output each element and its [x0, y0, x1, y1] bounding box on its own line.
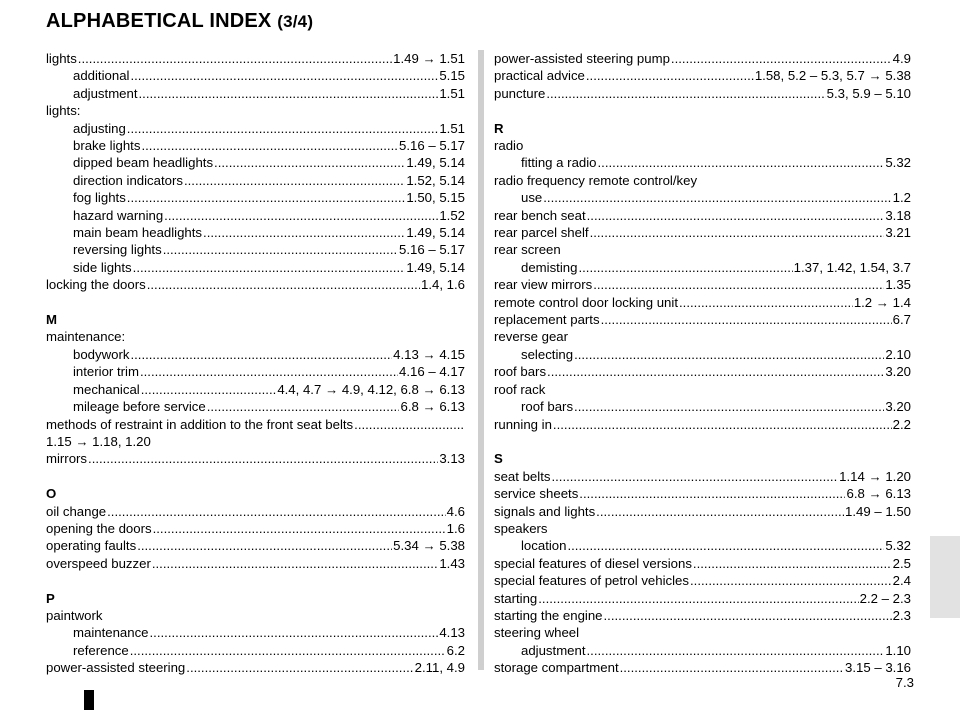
index-heading: radio	[494, 138, 524, 154]
index-page-refs: 6.8 → 6.13	[846, 486, 911, 502]
index-page-refs: 5.16 – 5.17	[399, 138, 465, 154]
dot-leader	[690, 572, 892, 589]
dot-leader	[127, 189, 406, 206]
page-title-part: (3/4)	[277, 12, 314, 31]
index-page-refs: 1.51	[439, 120, 465, 136]
index-page-refs: 1.4, 1.6	[421, 277, 465, 293]
index-term: fog lights	[73, 190, 126, 206]
index-subentry	[46, 241, 465, 258]
index-term: maintenance	[73, 625, 149, 641]
dot-leader	[567, 537, 884, 554]
index-subentry	[46, 154, 465, 171]
index-term: hazard warning	[73, 207, 164, 223]
index-page-refs: 1.10	[885, 642, 911, 658]
index-term: running in	[494, 416, 552, 432]
dot-leader	[163, 241, 398, 258]
dot-leader	[574, 398, 884, 415]
index-page-refs: 3.13	[439, 451, 465, 467]
index-page-refs: 3.21	[885, 225, 911, 241]
dot-leader	[579, 485, 845, 502]
index-subentry	[494, 398, 911, 415]
index-term: overspeed buzzer	[46, 555, 151, 571]
page-title	[46, 10, 313, 33]
index-page-refs: 2.10	[885, 346, 911, 362]
index-page-refs: 1.52	[439, 207, 465, 223]
dot-leader	[139, 85, 439, 102]
dot-leader	[127, 120, 439, 137]
index-entry	[494, 50, 911, 67]
index-entry	[494, 485, 911, 502]
index-page-refs: 3.18	[885, 207, 911, 223]
index-term: methods of restraint in addition to the front seat belts	[46, 416, 354, 432]
index-column-right	[494, 50, 911, 677]
index-entry	[46, 276, 465, 293]
index-page-refs: 1.35	[885, 277, 911, 293]
index-heading: paintwork	[46, 607, 103, 623]
index-entry	[494, 67, 911, 84]
index-entry	[494, 572, 911, 589]
index-heading: lights:	[46, 103, 81, 119]
index-term: selecting	[521, 346, 574, 362]
index-page-refs: 1.52, 5.14	[406, 172, 465, 188]
dot-leader	[152, 555, 438, 572]
index-entry	[494, 85, 911, 102]
index-entry	[46, 416, 465, 433]
index-term: additional	[73, 68, 130, 84]
dot-leader	[593, 276, 884, 293]
index-page-refs: 1.37, 1.42, 1.54, 3.7	[793, 259, 911, 275]
index-term: starting	[494, 590, 538, 606]
dot-leader	[671, 50, 892, 67]
index-entry	[46, 555, 465, 572]
index-entry	[46, 520, 465, 537]
dot-leader	[214, 154, 405, 171]
column-divider	[478, 50, 484, 670]
index-page-refs: 1.49, 5.14	[406, 259, 465, 275]
index-term: use	[521, 190, 543, 206]
dot-leader	[141, 137, 398, 154]
index-column-left	[46, 50, 465, 677]
dot-leader	[543, 189, 891, 206]
index-page-refs: 2.2	[892, 416, 911, 432]
index-letter-heading: S	[494, 451, 503, 467]
index-entry	[494, 294, 911, 311]
index-subentry	[46, 67, 465, 84]
index-term: starting the engine	[494, 607, 603, 623]
index-page-refs: 4.4, 4.7 → 4.9, 4.12, 6.8 → 6.13	[277, 381, 465, 397]
index-entry	[494, 468, 911, 485]
index-subentry	[494, 189, 911, 206]
index-term: replacement parts	[494, 312, 600, 328]
index-subentry	[46, 363, 465, 380]
dot-leader	[137, 537, 392, 554]
index-term: adjustment	[73, 85, 138, 101]
index-term: oil change	[46, 503, 107, 519]
dot-leader	[587, 207, 885, 224]
dot-leader	[538, 590, 858, 607]
index-entry	[46, 659, 465, 676]
dot-leader	[107, 503, 446, 520]
index-term: adjustment	[521, 642, 586, 658]
index-subentry	[46, 642, 465, 659]
index-heading: 1.15 → 1.18, 1.20	[46, 433, 151, 449]
index-term: reversing lights	[73, 242, 162, 258]
index-term: remote control door locking unit	[494, 294, 678, 310]
dot-leader	[203, 224, 405, 241]
dot-leader	[141, 381, 277, 398]
index-page-refs: 4.16 – 4.17	[399, 364, 465, 380]
index-entry	[46, 503, 465, 520]
index-letter-heading: P	[46, 590, 55, 606]
index-page-refs: 2.2 – 2.3	[859, 590, 911, 606]
index-entry	[494, 607, 911, 624]
index-entry	[494, 276, 911, 293]
dot-leader	[354, 416, 464, 433]
index-subentry	[46, 259, 465, 276]
dot-leader	[590, 224, 885, 241]
index-term: locking the doors	[46, 277, 146, 293]
dot-leader	[553, 416, 892, 433]
index-subentry	[46, 207, 465, 224]
index-subentry	[494, 259, 911, 276]
index-page-refs: 1.51	[439, 85, 465, 101]
index-page-refs: 1.6	[446, 520, 465, 536]
index-page-refs: 3.15 – 3.16	[845, 660, 911, 676]
index-term: rear view mirrors	[494, 277, 593, 293]
index-term: service sheets	[494, 486, 579, 502]
dot-leader	[130, 346, 392, 363]
index-heading: steering wheel	[494, 625, 580, 641]
dot-leader	[601, 311, 892, 328]
index-page-refs: 1.49, 5.14	[406, 225, 465, 241]
index-letter-heading: M	[46, 312, 57, 328]
index-subentry	[46, 224, 465, 241]
index-term: roof bars	[521, 399, 574, 415]
chapter-side-tab	[930, 536, 960, 618]
index-subentry	[46, 624, 465, 641]
dot-leader	[164, 207, 438, 224]
index-entry	[494, 224, 911, 241]
index-heading: maintenance:	[46, 329, 126, 345]
index-page-refs: 4.9	[892, 51, 911, 66]
index-page-refs: 1.58, 5.2 – 5.3, 5.7 → 5.38	[754, 68, 911, 84]
dot-leader	[693, 555, 892, 572]
index-term: opening the doors	[46, 520, 152, 536]
index-term: special features of diesel versions	[494, 555, 692, 571]
index-heading: reverse gear	[494, 329, 569, 345]
dot-leader	[150, 624, 439, 641]
index-page-refs: 2.11, 4.9	[414, 660, 465, 676]
index-term: side lights	[73, 259, 132, 275]
index-term: roof bars	[494, 364, 547, 380]
index-term: puncture	[494, 85, 546, 101]
index-page-refs: 4.6	[446, 503, 465, 519]
dot-leader	[604, 607, 892, 624]
page-title-text: ALPHABETICAL INDEX	[46, 10, 272, 32]
index-page-refs: 5.32	[885, 155, 911, 171]
index-entry	[494, 363, 911, 380]
index-term: location	[521, 538, 567, 554]
dot-leader	[186, 659, 413, 676]
index-entry	[46, 537, 465, 554]
index-page-refs: 4.13	[439, 625, 465, 641]
index-entry	[494, 416, 911, 433]
index-letter-heading: R	[494, 120, 504, 136]
index-page-refs: 5.34 → 5.38	[393, 538, 465, 554]
index-subentry	[46, 189, 465, 206]
index-term: practical advice	[494, 68, 585, 84]
index-page-refs: 1.14 → 1.20	[839, 468, 911, 484]
index-page-refs: 3.20	[885, 364, 911, 380]
dot-leader	[679, 294, 853, 311]
index-term: seat belts	[494, 468, 551, 484]
index-heading: rear screen	[494, 242, 561, 258]
index-letter-heading: O	[46, 486, 57, 502]
index-subentry	[46, 381, 465, 398]
page-number: 7.3	[895, 675, 914, 690]
dot-leader	[147, 276, 420, 293]
index-term: bodywork	[73, 346, 130, 362]
index-page-refs: 1.43	[439, 555, 465, 571]
dot-leader	[596, 503, 844, 520]
index-page-refs: 1.2	[892, 190, 911, 206]
index-term: power-assisted steering pump	[494, 51, 670, 66]
index-page-refs: 5.32	[885, 538, 911, 554]
index-heading: roof rack	[494, 381, 546, 397]
index-term: interior trim	[73, 364, 139, 380]
index-term: mileage before service	[73, 399, 206, 415]
index-term: main beam headlights	[73, 225, 203, 241]
index-subentry	[46, 137, 465, 154]
index-term: reference	[73, 642, 129, 658]
index-subentry	[494, 346, 911, 363]
index-term: signals and lights	[494, 503, 596, 519]
index-page-refs: 1.2 → 1.4	[853, 294, 911, 310]
index-page-refs: 2.5	[892, 555, 911, 571]
index-page-refs: 5.3, 5.9 – 5.10	[826, 85, 911, 101]
index-page-refs: 6.7	[892, 312, 911, 328]
dot-leader	[620, 659, 844, 676]
index-subentry	[46, 346, 465, 363]
index-term: power-assisted steering	[46, 660, 186, 676]
index-page-refs: 4.13 → 4.15	[393, 346, 465, 362]
index-term: mechanical	[73, 381, 140, 397]
dot-leader	[598, 154, 885, 171]
dot-leader	[547, 363, 884, 380]
index-entry	[46, 450, 465, 467]
dot-leader	[130, 642, 446, 659]
index-term: fitting a radio	[521, 155, 597, 171]
dot-leader	[551, 468, 838, 485]
index-subentry	[46, 172, 465, 189]
index-page-refs: 1.50, 5.15	[406, 190, 465, 206]
index-page-refs: 2.3	[892, 607, 911, 623]
index-term: storage compartment	[494, 660, 619, 676]
index-subentry	[46, 398, 465, 415]
index-term: direction indicators	[73, 172, 183, 188]
index-term: special features of petrol vehicles	[494, 573, 689, 589]
index-heading: speakers	[494, 520, 548, 536]
index-term: demisting	[521, 259, 578, 275]
index-entry	[494, 311, 911, 328]
dot-leader	[586, 67, 754, 84]
index-entry	[494, 590, 911, 607]
index-term: dipped beam headlights	[73, 155, 214, 171]
dot-leader	[587, 642, 885, 659]
index-entry	[494, 659, 911, 676]
index-term: rear bench seat	[494, 207, 586, 223]
index-term: lights	[46, 51, 77, 66]
corner-mark	[84, 690, 94, 710]
index-subentry	[494, 154, 911, 171]
index-page-refs: 1.49, 5.14	[406, 155, 465, 171]
index-heading: radio frequency remote control/key	[494, 172, 698, 188]
dot-leader	[88, 450, 438, 467]
index-term: brake lights	[73, 138, 141, 154]
index-page-refs: 5.15	[439, 68, 465, 84]
dot-leader	[78, 50, 392, 67]
index-subentry	[494, 642, 911, 659]
index-page-refs: 3.20	[885, 399, 911, 415]
dot-leader	[153, 520, 446, 537]
index-term: operating faults	[46, 538, 137, 554]
index-subentry	[494, 537, 911, 554]
index-term: adjusting	[73, 120, 126, 136]
index-subentry	[46, 120, 465, 137]
index-entry	[494, 503, 911, 520]
index-page-refs: 1.49 → 1.51	[393, 51, 465, 66]
dot-leader	[207, 398, 400, 415]
index-subentry	[46, 85, 465, 102]
index-entry	[494, 555, 911, 572]
index-entry	[46, 50, 465, 67]
index-page-refs: 1.49 – 1.50	[845, 503, 911, 519]
index-term: mirrors	[46, 451, 88, 467]
dot-leader	[140, 363, 398, 380]
dot-leader	[133, 259, 406, 276]
index-page-refs: 6.8 → 6.13	[400, 399, 465, 415]
dot-leader	[546, 85, 825, 102]
index-entry	[494, 207, 911, 224]
dot-leader	[574, 346, 884, 363]
index-page-refs: 2.4	[892, 573, 911, 589]
dot-leader	[578, 259, 792, 276]
dot-leader	[130, 67, 438, 84]
index-page-refs: 6.2	[446, 642, 465, 658]
index-page-refs: 5.16 – 5.17	[399, 242, 465, 258]
index-term: rear parcel shelf	[494, 225, 589, 241]
dot-leader	[184, 172, 405, 189]
